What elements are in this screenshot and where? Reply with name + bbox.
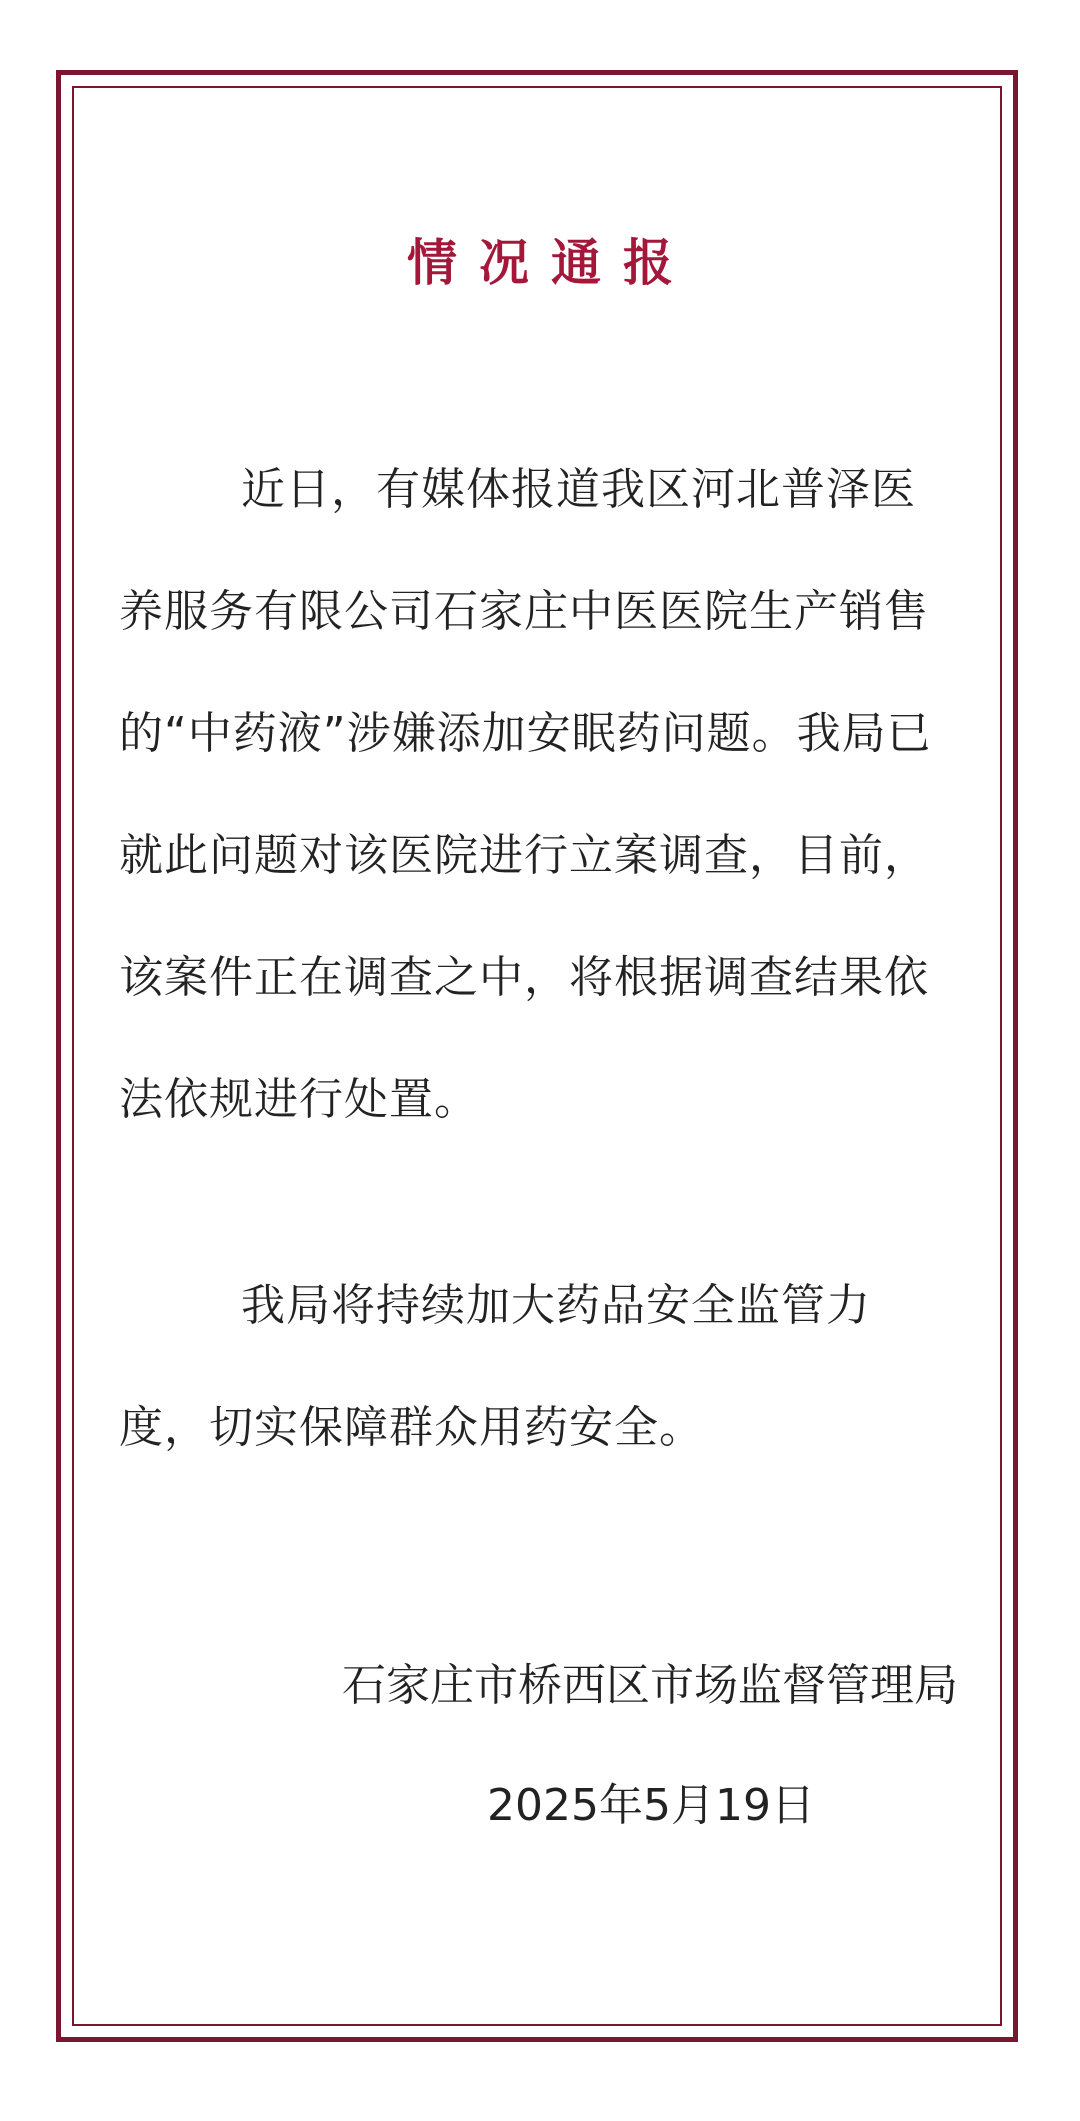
paragraph-1-line: 近日，有媒体报道我区河北普泽医 bbox=[241, 464, 916, 515]
paragraph-1-line: 养服务有限公司石家庄中医医院生产销售 bbox=[119, 586, 929, 637]
paragraph-1-line: 该案件正在调查之中，将根据调查结果依 bbox=[119, 952, 929, 1003]
issuer-signature: 石家庄市桥西区市场监督管理局 bbox=[342, 1660, 958, 1711]
issue-date: 2025年5月19日 bbox=[487, 1780, 815, 1831]
paragraph-2-line: 我局将持续加大药品安全监管力 bbox=[241, 1280, 871, 1331]
inner-border-frame bbox=[72, 86, 1002, 2026]
notice-title: 情况通报 bbox=[407, 234, 695, 292]
paragraph-1-line: 法依规进行处置。 bbox=[119, 1074, 479, 1125]
paragraph-1-line: 的“中药液”涉嫌添加安眠药问题。我局已 bbox=[119, 708, 932, 759]
paragraph-1-line: 就此问题对该医院进行立案调查，目前， bbox=[119, 830, 929, 881]
paragraph-2-line: 度，切实保障群众用药安全。 bbox=[119, 1402, 704, 1453]
